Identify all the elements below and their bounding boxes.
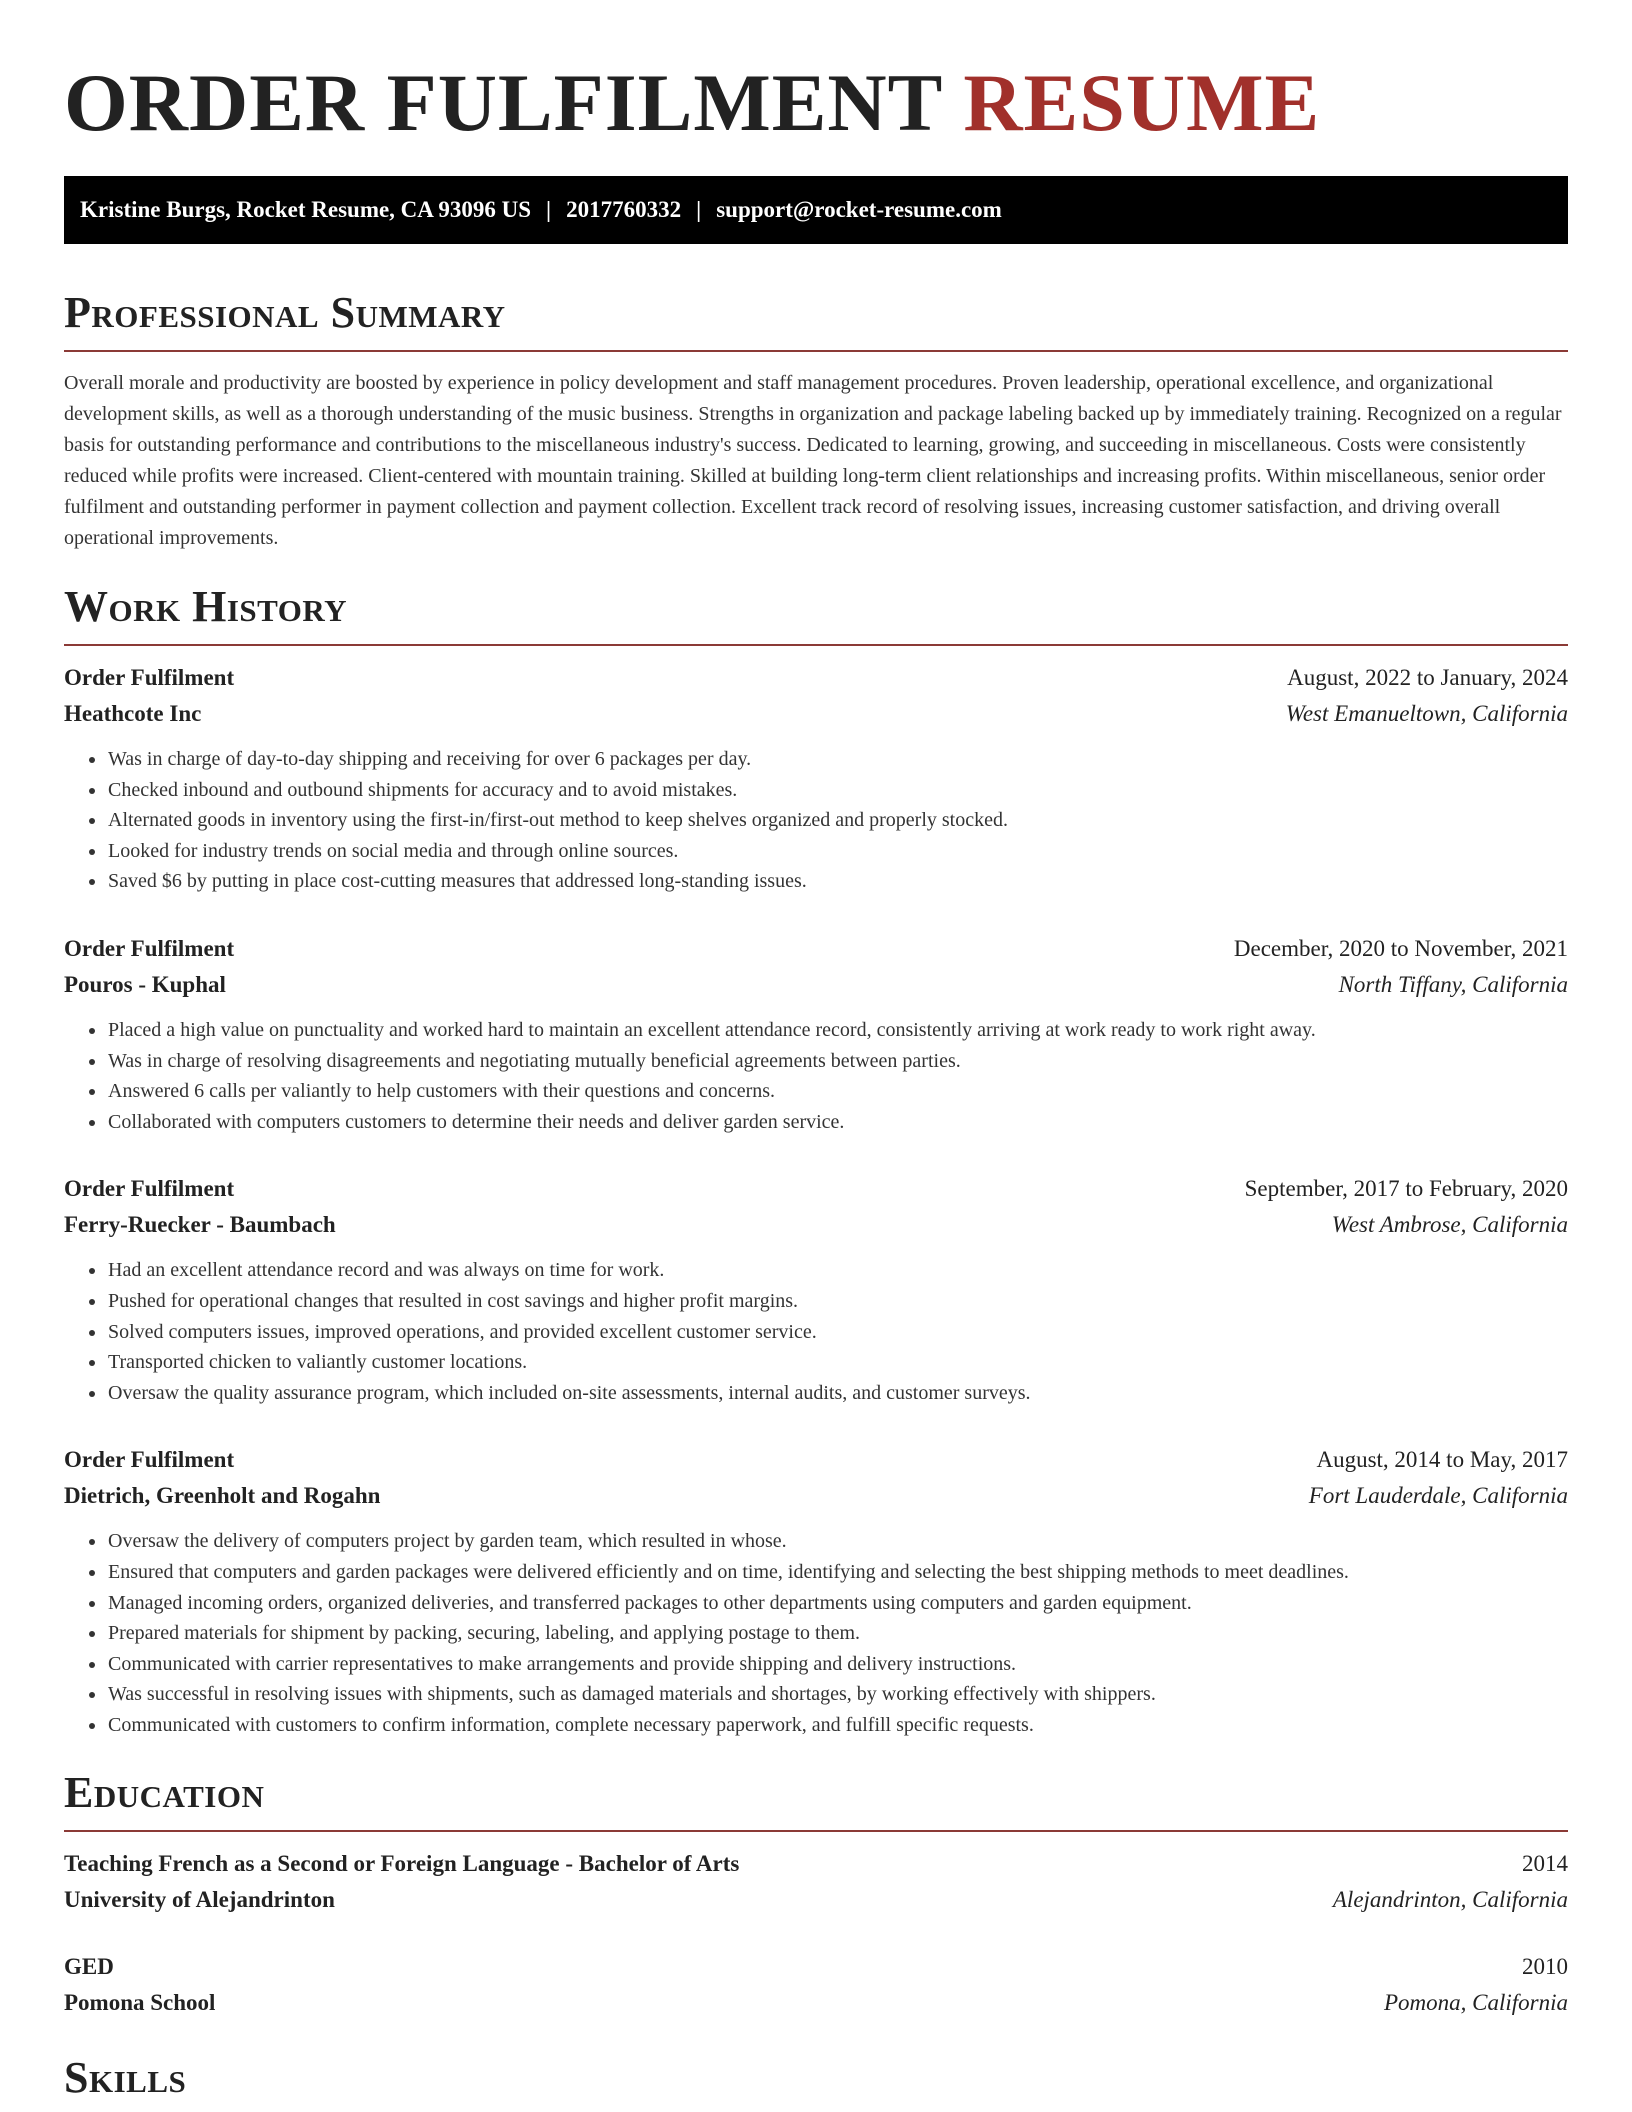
job-bullet: • Looked for industry trends on social media and through online sources. [107,836,1568,867]
job-location: Fort Lauderdale, California [1308,1483,1568,1509]
job-entry [64,1171,1568,1408]
job-bullet: • Solved computers issues, improved operations, and provided excellent customer service. [107,1317,1568,1348]
education-location: Pomona, California [1383,1990,1568,2016]
education-degree-row [64,1949,1568,1985]
section-heading-work-history: Work History [64,582,348,631]
contact-separator: | [696,197,702,222]
job-bullet-list [64,1526,1568,1740]
job-company: Heathcote Inc [64,701,202,726]
job-dates: August, 2014 to May, 2017 [1316,1447,1568,1473]
job-dates: December, 2020 to November, 2021 [1233,935,1568,961]
title-accent: RESUME [963,57,1321,148]
job-location: North Tiffany, California [1338,971,1568,997]
job-bullet: • Saved $6 by putting in place cost-cutting measures that addressed long-standing issues. [107,866,1568,897]
job-bullet-list [64,1015,1568,1137]
job-header-row [64,1171,1568,1207]
section-heading-education: Education [64,1768,265,1818]
job-bullet: • Answered 6 calls per valiantly to help customers with their questions and concerns. [107,1076,1568,1107]
job-entry [64,1442,1568,1740]
education-degree-row [64,1846,1568,1882]
education-entry [64,1949,1568,2021]
job-bullet: • Oversaw the delivery of computers project by garden team, which resulted in whose. [107,1526,1568,1557]
job-bullet: • Oversaw the quality assurance program, which included on-site assessments, internal audits, and customer surveys. [107,1378,1568,1409]
contact-address: Kristine Burgs, Rocket Resume, CA 93096 US [80,197,532,222]
resume-page [64,0,1568,2103]
job-bullet: • Collaborated with computers customers to determine their needs and deliver garden service. [107,1107,1568,1138]
summary-text: Overall morale and productivity are boosted by experience in policy development and staff management procedures. Proven leadership, operational excellence, and organizational development skills, as well as a thorough understanding of the music business. Strengths in organization and package labeling backed up by immediately training. Recognized on a regular basis for outstanding performance and contributions to the miscellaneous industry's success. Dedicated to learning, growing, and succeeding in miscellaneous. Costs were consistently reduced while profits were increased. Client-centered with mountain training. Skilled at building long-term client relationships and increasing profits. Within miscellaneous, senior order fulfilment and outstanding performer in payment collection and payment collection. Excellent track record of resolving issues, increasing customer satisfaction, and driving overall operational improvements. [64,372,1562,549]
job-title: Order Fulfilment [64,1447,235,1473]
section-heading-summary: Professional Summary [64,288,506,337]
job-bullet: • Pushed for operational changes that resulted in cost savings and higher profit margins. [107,1286,1568,1317]
education-school-row [64,1985,1568,2021]
section-divider [64,644,1568,646]
education-section [64,1768,1568,2021]
education-year: 2014 [1522,1851,1568,1877]
job-bullet: • Was in charge of day-to-day shipping and receiving for over 6 packages per day. [107,744,1568,775]
job-company-row [64,1478,1568,1514]
job-bullet: • Checked inbound and outbound shipments for accuracy and to avoid mistakes. [107,775,1568,806]
job-company-row [64,1207,1568,1243]
job-company: Pouros - Kuphal [64,971,226,997]
skills-section [64,2053,1568,2103]
job-bullet: • Managed incoming orders, organized deliveries, and transferred packages to other departments using computers and garden equipment. [107,1588,1568,1619]
education-school: Pomona School [64,1990,216,2016]
job-location: West Emanueltown, California [1285,701,1568,726]
work-history-section [64,582,1568,1740]
education-year: 2010 [1522,1954,1568,1980]
job-bullet: • Communicated with carrier representatives to make arrangements and provide shipping and delivery instructions. [107,1649,1568,1680]
section-divider [64,350,1568,352]
job-entry [64,931,1568,1137]
contact-separator: | [546,197,552,222]
education-degree: GED [64,1954,114,1980]
resume-title [64,0,1568,148]
job-bullet: • Prepared materials for shipment by packing, securing, labeling, and applying postage to them. [107,1618,1568,1649]
job-header-row [64,931,1568,967]
job-bullet: • Was successful in resolving issues with shipments, such as damaged materials and shortages, by working effectively with shippers. [107,1679,1568,1710]
section-heading-skills: Skills [64,2053,187,2103]
job-entry [64,660,1568,897]
job-bullet: • Transported chicken to valiantly customer locations. [107,1347,1568,1378]
education-entry [64,1846,1568,1918]
job-dates: August, 2022 to January, 2024 [1287,665,1568,690]
summary-section [64,288,1568,554]
job-header-row [64,1442,1568,1478]
job-bullet: • Ensured that computers and garden packages were delivered efficiently and on time, identifying and selecting the best shipping methods to meet deadlines. [107,1557,1568,1588]
education-school-row [64,1882,1568,1918]
job-header-row [64,660,1568,696]
job-title: Order Fulfilment [64,665,235,690]
job-company-row [64,967,1568,1003]
job-location: West Ambrose, California [1331,1212,1568,1238]
contact-email[interactable]: support@rocket-resume.com [716,197,1002,222]
section-divider [64,1830,1568,1832]
job-bullet-list [64,744,1568,897]
education-school: University of Alejandrinton [64,1887,335,1913]
job-bullet: • Alternated goods in inventory using the first-in/first-out method to keep shelves organized and properly stocked. [107,805,1568,836]
job-bullet: • Had an excellent attendance record and was always on time for work. [107,1255,1568,1286]
job-company-row [64,696,1568,732]
job-dates: September, 2017 to February, 2020 [1244,1176,1568,1202]
job-bullet: • Was in charge of resolving disagreements and negotiating mutually beneficial agreements between parties. [107,1046,1568,1077]
education-location: Alejandrinton, California [1332,1887,1568,1913]
contact-bar [64,176,1568,244]
job-title: Order Fulfilment [64,1176,235,1202]
job-company: Ferry-Ruecker - Baumbach [64,1212,336,1238]
education-degree: Teaching French as a Second or Foreign Language - Bachelor of Arts [64,1851,740,1877]
job-bullet-list [64,1255,1568,1408]
title-main: ORDER FULFILMENT [64,57,942,148]
job-title: Order Fulfilment [64,935,235,961]
job-bullet: • Communicated with customers to confirm information, complete necessary paperwork, and fulfill specific requests. [107,1710,1568,1741]
job-bullet: • Placed a high value on punctuality and worked hard to maintain an excellent attendance record, consistently arriving at work ready to work right away. [107,1015,1568,1046]
job-company: Dietrich, Greenholt and Rogahn [64,1483,381,1509]
contact-phone[interactable]: 2017760332 [566,197,682,222]
